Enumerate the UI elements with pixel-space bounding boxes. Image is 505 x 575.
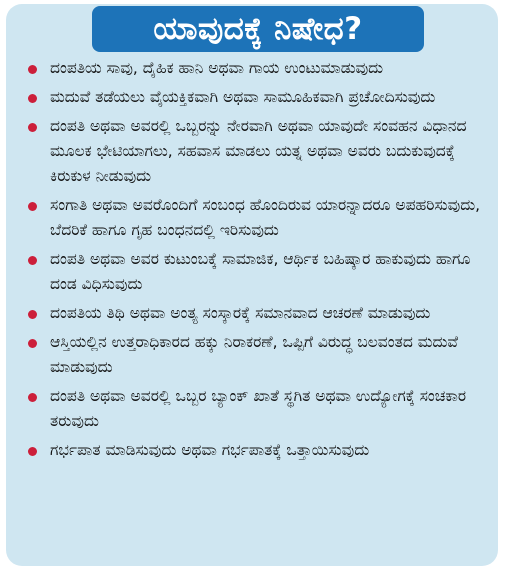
list-item [6, 438, 498, 463]
list-item-text: ದಂಪತಿ ಅಥವಾ ಅವರ ಕುಟುಂಬಕ್ಕೆ ಸಾಮಾಜಿಕ, ಆರ್ಥಿಕ ಬಹಿಷ್ಕಾರ ಹಾಕುವುದು ಹಾಗೂ ದಂಡ ವಿಧಿಸುವುದು [50, 250, 471, 293]
bullet-icon [28, 256, 37, 265]
bullet-icon [28, 65, 37, 74]
bullet-icon [28, 123, 37, 132]
list-item [6, 114, 498, 189]
list-item-text: ಸಂಗಾತಿ ಅಥವಾ ಅವರೊಂದಿಗೆ ಸಂಬಂಧ ಹೊಂದಿರುವ ಯಾರನ್ನಾದರೂ ಅಪಹರಿಸುವುದು, ಬೆದರಿಕೆ ಹಾಗೂ ಗೃಹ ಬಂಧನದಲ್ಲಿ ಇರಿಸುವುದು [50, 196, 481, 239]
list-item-text: ಮದುವೆ ತಡೆಯಲು ವೈಯಕ್ತಿಕವಾಗಿ ಅಥವಾ ಸಾಮೂಹಿಕವಾಗಿ ಪ್ರಚೋದಿಸುವುದು [50, 88, 436, 106]
list-item [6, 56, 498, 81]
title-banner [92, 6, 424, 52]
list-item-text: ದಂಪತಿಯ ತಿಥಿ ಅಥವಾ ಅಂತ್ಯ ಸಂಸ್ಕಾರಕ್ಕೆ ಸಮಾನವಾದ ಆಚರಣೆ ಮಾಡುವುದು [50, 304, 431, 322]
list-item-text: ಆಸ್ತಿಯಲ್ಲಿನ ಉತ್ತರಾಧಿಕಾರದ ಹಕ್ಕು ನಿರಾಕರಣೆ, ಒಪ್ಪಿಗೆ ವಿರುದ್ಧ ಬಲವಂತದ ಮದುವೆ ಮಾಡುವುದು [50, 333, 459, 376]
list-item [6, 384, 498, 434]
list-item [6, 330, 498, 380]
page-title: ಯಾವುದಕ್ಕೆ ನಿಷೇಧ? [153, 10, 363, 47]
bullet-icon [28, 447, 37, 456]
bullet-icon [28, 310, 37, 319]
bullet-icon [28, 94, 37, 103]
list-item-text: ಗರ್ಭಪಾತ ಮಾಡಿಸುವುದು ಅಥವಾ ಗರ್ಭಪಾತಕ್ಕೆ ಒತ್ತಾಯಿಸುವುದು [50, 441, 370, 459]
list-item [6, 301, 498, 326]
list-item-text: ದಂಪತಿ ಅಥವಾ ಅವರಲ್ಲಿ ಒಬ್ಬರ ಬ್ಯಾಂಕ್ ಖಾತೆ ಸ್ಥಗಿತ ಅಥವಾ ಉದ್ಯೋಗಕ್ಕೆ ಸಂಚಕಾರ ತರುವುದು [50, 387, 467, 430]
bullet-icon [28, 393, 37, 402]
list-item-text: ದಂಪತಿ ಅಥವಾ ಅವರಲ್ಲಿ ಒಬ್ಬರನ್ನು ನೇರವಾಗಿ ಅಥವಾ ಯಾವುದೇ ಸಂವಹನ ವಿಧಾನದ ಮೂಲಕ ಭೇಟಿಯಾಗಲು, ಸಹವಾಸ ಮಾಡಲು ಯತ್ನ ಅಥವಾ ಅವರು ಬದುಕುವುದಕ್ಕೆ ಕಿರುಕುಳ ನೀಡುವುದು [50, 117, 467, 185]
list-item [6, 247, 498, 297]
bullet-icon [28, 339, 37, 348]
infographic-card [6, 4, 498, 566]
list-item [6, 193, 498, 243]
prohibitions-list [6, 56, 498, 467]
list-item-text: ದಂಪತಿಯ ಸಾವು, ದೈಹಿಕ ಹಾನಿ ಅಥವಾ ಗಾಯ ಉಂಟುಮಾಡುವುದು [50, 59, 384, 77]
bullet-icon [28, 202, 37, 211]
list-item [6, 85, 498, 110]
